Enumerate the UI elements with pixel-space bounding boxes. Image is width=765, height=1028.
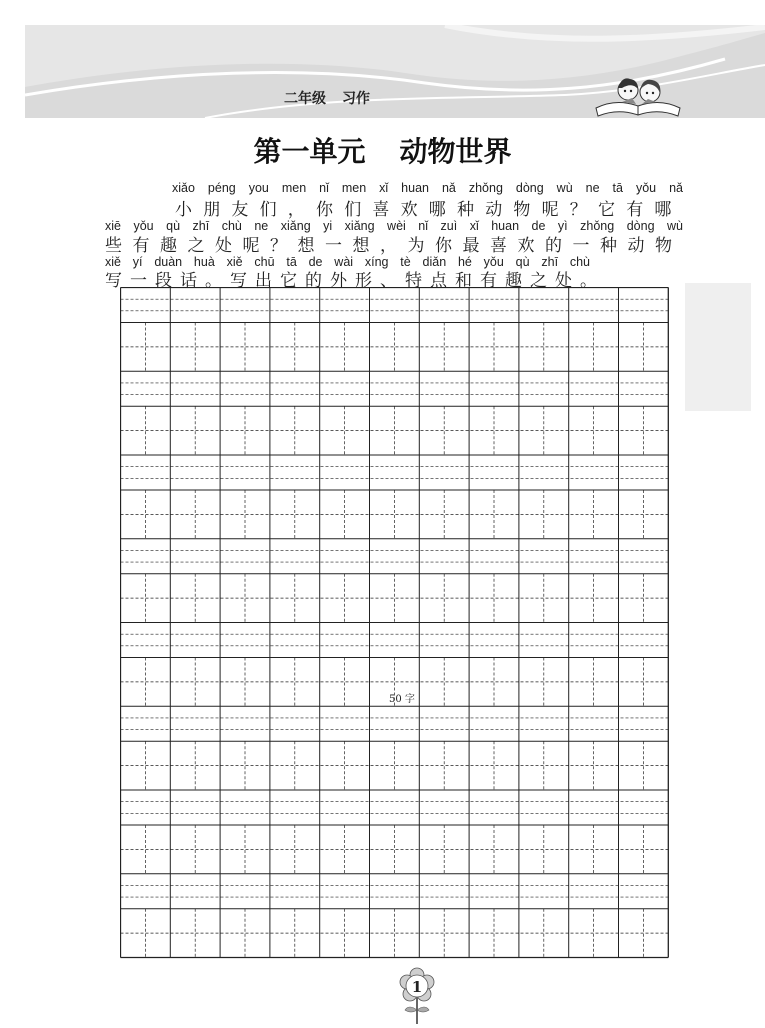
unit-title: 第一单元 (253, 135, 366, 168)
pinyin-row (121, 790, 669, 825)
pinyin-row (121, 288, 669, 323)
writing-grid (120, 287, 670, 959)
pinyin-row (121, 455, 669, 490)
page-number-badge (397, 966, 437, 1024)
grade-subject-label (284, 88, 370, 108)
pinyin-row (121, 371, 669, 406)
word-count-marker: 50 字 (389, 694, 415, 705)
margin-shade (685, 283, 751, 411)
prompt-pinyin-line-3: xiě yí duàn huà xiě chū tā de wài xíng tè diǎn hé yǒu qù zhī chù (105, 255, 590, 269)
pinyin-row (121, 874, 669, 909)
character-row (121, 490, 669, 539)
pinyin-row (121, 539, 669, 574)
prompt-pinyin-line-1: xiǎo péng you men nǐ men xǐ huan nǎ zhǒng dòng wù ne tā yǒu nǎ (172, 181, 683, 195)
pinyin-row (121, 623, 669, 658)
character-row (121, 825, 669, 874)
prompt-text-line-3: 写一段话。写出它的外形、特点和有趣之处。 (105, 271, 605, 291)
grade-label: 二年级 (284, 91, 326, 107)
subject-label: 习作 (342, 91, 370, 107)
prompt-pinyin-line-2: xiē yǒu qù zhī chù ne xiǎng yi xiǎng wèi nǐ zuì xǐ huan de yì zhǒng dòng wù (105, 219, 683, 233)
character-row (121, 323, 669, 372)
pinyin-row (121, 706, 669, 741)
topic-title: 动物世界 (399, 135, 512, 168)
character-row (121, 741, 669, 790)
page-title (0, 130, 765, 170)
kids-reading-icon (592, 72, 684, 120)
page-number: 1 (411, 978, 423, 996)
prompt-text-line-1: 小朋友们，你们喜欢哪种动物呢？它有哪 (175, 200, 683, 220)
character-row (121, 406, 669, 455)
character-row (121, 574, 669, 623)
prompt-text-line-2: 些有趣之处呢？想一想，为你最喜欢的一种动物 (105, 236, 683, 256)
character-row (121, 909, 669, 958)
